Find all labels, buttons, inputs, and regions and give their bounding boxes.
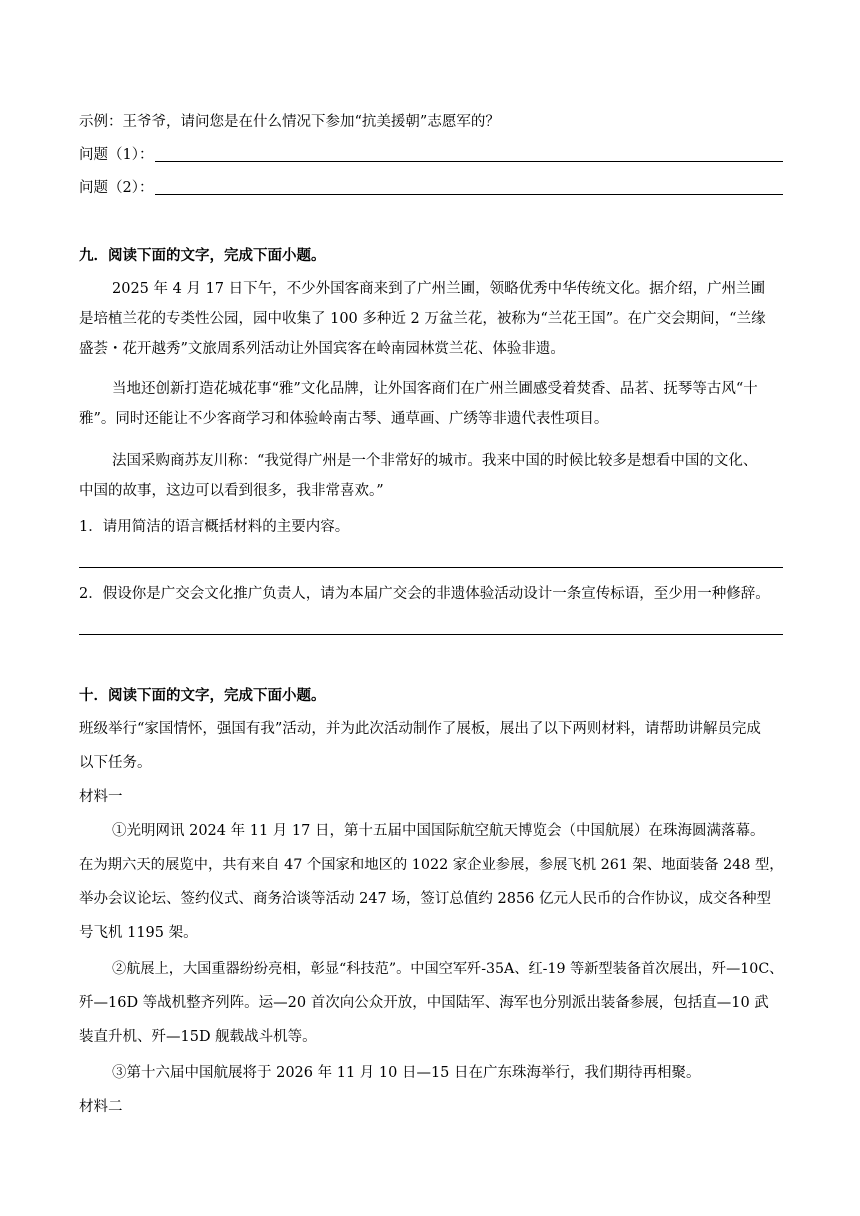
s9-question-1: 1．请用简洁的语言概括材料的主要内容。: [79, 519, 350, 535]
s9-paragraph-2-line-2: 雅”。同时还能让不少客商学习和体验岭南古琴、通草画、广绣等非遗代表性项目。: [79, 411, 609, 427]
m1-paragraph-2-line-1: ②航展上，大国重器纷纷亮相，彰显“科技范”。中国空军歼-35A、红-19 等新型装备首次展出，歼—10C、: [112, 961, 784, 977]
m1-paragraph-2-line-2: 歼—16D 等战机整齐列阵。运—20 首次向公众开放，中国陆军、海军也分别派出装备参展，包括直—10 武: [79, 995, 769, 1011]
s9-paragraph-2-line-1: 当地还创新打造花城花事“雅”文化品牌，让外国客商们在广州兰圃感受着焚香、品茗、抚琴等古风“十: [112, 381, 758, 397]
question-1-label: 问题（1）：: [79, 147, 154, 163]
section-9-heading: 九．阅读下面的文字，完成下面小题。: [79, 248, 326, 264]
s10-intro-line-2: 以下任务。: [79, 755, 152, 771]
m1-paragraph-1-line-4: 号飞机 1195 架。: [79, 925, 198, 941]
s9-question-2: 2．假设你是广交会文化推广负责人，请为本届广交会的非遗体验活动设计一条宣传标语，至少用一种修辞。: [79, 586, 770, 602]
s9-paragraph-1-line-3: 盛荟・花开越秀”文旅周系列活动让外国宾客在岭南园林赏兰花、体验非遗。: [79, 341, 565, 357]
m1-paragraph-1-line-1: ①光明网讯 2024 年 11 月 17 日，第十五届中国国际航空航天博览会（中国航展）在珠海圆满落幕。: [112, 823, 765, 839]
s9-paragraph-1-line-2: 是培植兰花的专类性公园，园中收集了 100 多种近 2 万盆兰花，被称为“兰花王国”。在广交会期间，“兰缘: [79, 311, 766, 327]
m1-paragraph-1-line-2: 在为期六天的展览中，共有来自 47 个国家和地区的 1022 家企业参展，参展飞机 261 架、地面装备 248 型，: [79, 857, 784, 873]
m1-paragraph-3: ③第十六届中国航展将于 2026 年 11 月 10 日—15 日在广东珠海举行，我们期待再相聚。: [112, 1065, 701, 1081]
answer-line-s9-q2[interactable]: [79, 634, 783, 635]
example-question: 示例：王爷爷，请问您是在什么情况下参加“抗美援朝”志愿军的？: [79, 114, 500, 130]
m1-paragraph-2-line-3: 装直升机、歼—15D 舰载战斗机等。: [79, 1029, 317, 1045]
answer-line-s9-q1[interactable]: [79, 567, 783, 568]
question-2-label: 问题（2）：: [79, 180, 154, 196]
m1-paragraph-1-line-3: 举办会议论坛、签约仪式、商务洽谈等活动 247 场，签订总值约 2856 亿元人民币的合作协议，成交各种型: [79, 891, 772, 907]
material-1-label: 材料一: [79, 789, 123, 805]
answer-line-q1[interactable]: [155, 161, 783, 162]
s10-intro-line-1: 班级举行“家国情怀，强国有我”活动，并为此次活动制作了展板，展出了以下两则材料，请帮助讲解员完成: [79, 721, 761, 737]
s9-paragraph-3-line-2: 中国的故事，这边可以看到很多，我非常喜欢。”: [79, 483, 384, 499]
answer-line-q2[interactable]: [155, 194, 783, 195]
s9-paragraph-1-line-1: 2025 年 4 月 17 日下午，不少外国客商来到了广州兰圃，领略优秀中华传统文化。据介绍，广州兰圃: [112, 281, 766, 297]
s9-paragraph-3-line-1: 法国采购商苏友川称：“我觉得广州是一个非常好的城市。我来中国的时候比较多是想看中国的文化、: [112, 453, 758, 469]
material-2-label: 材料二: [79, 1099, 123, 1115]
section-10-heading: 十．阅读下面的文字，完成下面小题。: [79, 688, 326, 704]
